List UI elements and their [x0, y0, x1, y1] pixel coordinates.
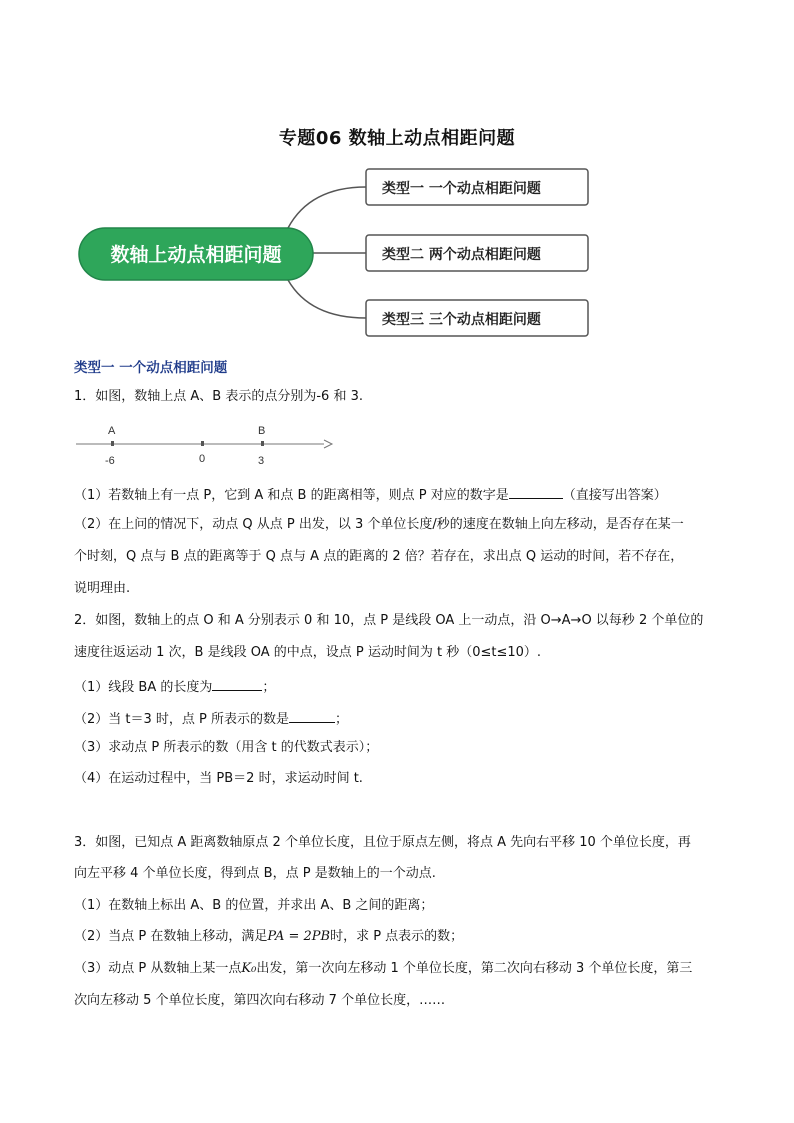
q2-part1-end: ； [262, 680, 276, 695]
q3-part2-text: （2）当点 P 在数轴上移动，满足 [74, 929, 268, 944]
q3-part3-symbol: K₀ [241, 961, 257, 976]
tick-label-minus-six: -6 [105, 455, 115, 467]
q1-part1-text: （1）若数轴上有一点 P，它到 A 和点 B 的距离相等，则点 P 对应的数字是 [74, 488, 509, 503]
page-title: 专题06 数轴上动点相距问题 [278, 128, 516, 149]
answer-blank[interactable] [212, 678, 262, 691]
q2-part2 [74, 710, 734, 726]
q3-part2-end: 时，求 P 点表示的数； [330, 929, 464, 944]
q1-part1 [74, 486, 734, 502]
q1-part2-line3: 说明理由. [74, 581, 131, 596]
q2-line2: 速度往返运动 1 次，B 是线段 OA 的中点，设点 P 运动时间为 t 秒（0≤t≤10）. [74, 645, 542, 660]
tick-minus-six [111, 441, 114, 446]
tick-label-three: 3 [258, 455, 265, 467]
point-label-b: B [258, 425, 266, 437]
q1-part2-line2: 个时刻，Q 点与 B 点的距离等于 Q 点与 A 点的距离的 2 倍？若存在，求出点 Q 运动的时间，若不存在， [74, 549, 684, 564]
q2-part2-end: ； [335, 712, 349, 727]
mind-map-diagram [0, 0, 794, 345]
tick-label-zero: 0 [199, 453, 206, 465]
section-heading-type1: 类型一 一个动点相距问题 [74, 360, 228, 376]
q3-part1: （1）在数轴上标出 A、B 的位置，并求出 A、B 之间的距离； [74, 898, 434, 913]
q3-line1: 3．如图，已知点 A 距离数轴原点 2 个单位长度，且位于原点左侧，将点 A 先向右平移 10 个单位长度，再 [74, 835, 691, 850]
tick-three [261, 441, 264, 446]
center-node-label: 数轴上动点相距问题 [110, 244, 282, 266]
q2-part2-text: （2）当 t＝3 时，点 P 所表示的数是 [74, 712, 290, 727]
q3-part3-rest: 出发，第一次向左移动 1 个单位长度，第二次向右移动 3 个单位长度，第三 [256, 961, 693, 976]
q3-part3-line2: 次向左移动 5 个单位长度，第四次向右移动 7 个单位长度，…… [74, 993, 446, 1008]
q1-part1-note: （直接写出答案） [562, 488, 667, 503]
q3-part3-text: （3）动点 P 从数轴上某一点 [74, 961, 242, 976]
q2-part1-text: （1）线段 BA 的长度为 [74, 680, 213, 695]
q2-part3: （3）求动点 P 所表示的数（用含 t 的代数式表示）； [74, 740, 379, 755]
tick-zero [201, 441, 204, 446]
number-line-figure [70, 418, 340, 468]
connector-top [288, 187, 366, 228]
q2-part1 [74, 678, 734, 694]
connector-bottom [288, 280, 366, 318]
q1-part2-line1: （2）在上问的情况下，动点 Q 从点 P 出发，以 3 个单位长度/秒的速度在数轴上向左移动，是否存在某一 [74, 517, 684, 532]
q2-line1: 2．如图，数轴上的点 O 和 A 分别表示 0 和 10，点 P 是线段 OA 上一动点，沿 O→A→O 以每秒 2 个单位的 [74, 613, 704, 628]
q1-stem: 1．如图，数轴上点 A、B 表示的点分别为-6 和 3. [74, 389, 363, 404]
point-label-a: A [108, 425, 116, 437]
answer-blank[interactable] [289, 710, 335, 723]
answer-blank[interactable] [509, 486, 563, 499]
q2-part4: （4）在运动过程中，当 PB＝2 时，求运动时间 t. [74, 771, 363, 786]
number-line-arrow [324, 440, 332, 448]
branch-node-2-label: 类型二 两个动点相距问题 [382, 247, 541, 263]
q3-part2-equation: PA = 2PB [267, 929, 331, 944]
q3-line2: 向左平移 4 个单位长度，得到点 B，点 P 是数轴上的一个动点. [74, 866, 436, 881]
branch-node-3-label: 类型三 三个动点相距问题 [382, 312, 541, 328]
q3-part3 [74, 962, 734, 975]
branch-node-1-label: 类型一 一个动点相距问题 [382, 181, 541, 197]
q3-part2 [74, 930, 734, 943]
